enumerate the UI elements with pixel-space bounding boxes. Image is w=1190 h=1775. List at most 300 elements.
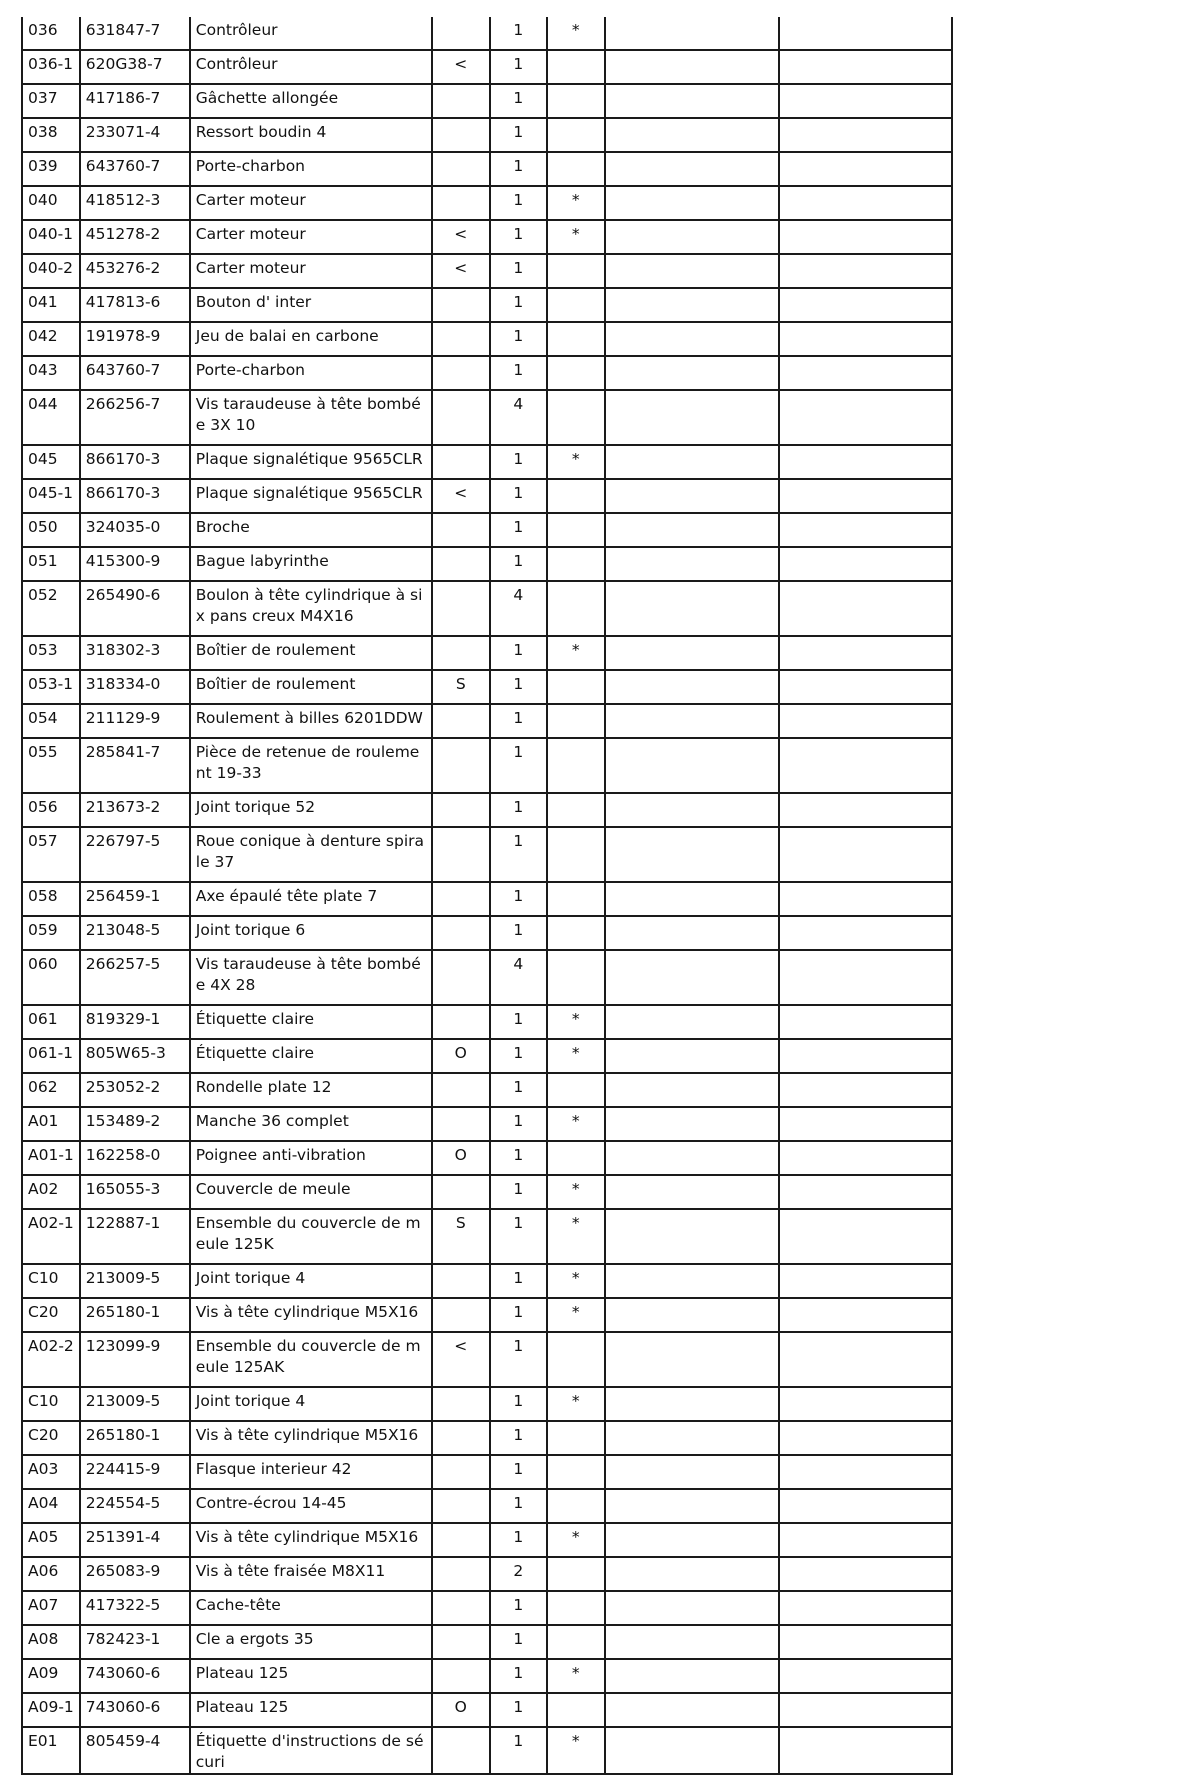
quantity: 1 [490,84,547,118]
empty-cell [605,670,779,704]
change-mark: O [432,1039,490,1073]
part-number: 153489-2 [80,1107,190,1141]
description: Boulon à tête cylindrique à six pans creux M4X16 [190,581,432,636]
note-mark [547,322,605,356]
description: Vis taraudeuse à tête bombée 3X 10 [190,390,432,445]
quantity: 1 [490,1332,547,1387]
empty-cell [605,254,779,288]
item-number: 056 [22,793,80,827]
empty-cell [605,1175,779,1209]
empty-cell [779,17,952,50]
part-number: 265083-9 [80,1557,190,1591]
table-row [22,1175,952,1209]
quantity: 2 [490,1557,547,1591]
note-mark [547,1332,605,1387]
item-number: 044 [22,390,80,445]
table-row [22,1523,952,1557]
empty-cell [779,513,952,547]
description: Roue conique à denture spirale 37 [190,827,432,882]
quantity: 1 [490,1523,547,1557]
part-number: 782423-1 [80,1625,190,1659]
note-mark: * [547,1264,605,1298]
empty-cell [779,1659,952,1693]
description: Roulement à billes 6201DDW [190,704,432,738]
quantity: 4 [490,950,547,1005]
part-number: 743060-6 [80,1659,190,1693]
quantity: 1 [490,1209,547,1264]
note-mark [547,581,605,636]
empty-cell [779,1039,952,1073]
table-row [22,1039,952,1073]
item-number: 052 [22,581,80,636]
note-mark: * [547,1387,605,1421]
description: Carter moteur [190,220,432,254]
description: Vis taraudeuse à tête bombée 4X 28 [190,950,432,1005]
description: Ressort boudin 4 [190,118,432,152]
note-mark: * [547,186,605,220]
table-row [22,220,952,254]
part-number: 620G38-7 [80,50,190,84]
empty-cell [605,1039,779,1073]
table-row [22,1264,952,1298]
item-number: 038 [22,118,80,152]
empty-cell [605,356,779,390]
empty-cell [605,1107,779,1141]
table-row [22,1557,952,1591]
change-mark [432,152,490,186]
quantity: 1 [490,1073,547,1107]
part-number: 213048-5 [80,916,190,950]
description: Vis à tête cylindrique M5X16 [190,1421,432,1455]
part-number: 165055-3 [80,1175,190,1209]
description: Plaque signalétique 9565CLR [190,479,432,513]
description: Axe épaulé tête plate 7 [190,882,432,916]
item-number: C10 [22,1264,80,1298]
description: Gâchette allongée [190,84,432,118]
empty-cell [779,1557,952,1591]
quantity: 1 [490,356,547,390]
empty-cell [605,1332,779,1387]
quantity: 1 [490,479,547,513]
empty-cell [605,1489,779,1523]
empty-cell [779,547,952,581]
description: Joint torique 4 [190,1264,432,1298]
quantity: 1 [490,322,547,356]
empty-cell [605,1693,779,1727]
empty-cell [779,704,952,738]
empty-cell [779,1591,952,1625]
table-row [22,1659,952,1693]
description: Vis à tête cylindrique M5X16 [190,1298,432,1332]
item-number: 040 [22,186,80,220]
empty-cell [779,1421,952,1455]
table-row [22,1298,952,1332]
item-number: 053-1 [22,670,80,704]
quantity: 1 [490,1005,547,1039]
quantity: 4 [490,581,547,636]
quantity: 1 [490,916,547,950]
item-number: 037 [22,84,80,118]
note-mark [547,916,605,950]
change-mark [432,390,490,445]
change-mark [432,1489,490,1523]
quantity: 1 [490,1387,547,1421]
part-number: 285841-7 [80,738,190,793]
change-mark [432,1387,490,1421]
change-mark [432,1557,490,1591]
empty-cell [779,1175,952,1209]
empty-cell [779,1264,952,1298]
note-mark [547,1073,605,1107]
quantity: 1 [490,50,547,84]
empty-cell [605,1455,779,1489]
description: Cache-tête [190,1591,432,1625]
quantity: 1 [490,882,547,916]
part-number: 122887-1 [80,1209,190,1264]
quantity: 1 [490,1298,547,1332]
part-number: 866170-3 [80,479,190,513]
change-mark [432,1005,490,1039]
table-row [22,50,952,84]
part-number: 805W65-3 [80,1039,190,1073]
quantity: 1 [490,1625,547,1659]
empty-cell [605,220,779,254]
quantity: 1 [490,1039,547,1073]
empty-cell [605,950,779,1005]
description: Bague labyrinthe [190,547,432,581]
table-row [22,445,952,479]
item-number: 040-1 [22,220,80,254]
item-number: 041 [22,288,80,322]
empty-cell [779,445,952,479]
change-mark: < [432,1332,490,1387]
part-number: 233071-4 [80,118,190,152]
empty-cell [605,84,779,118]
empty-cell [779,1073,952,1107]
table-row [22,390,952,445]
empty-cell [605,445,779,479]
description: Carter moteur [190,254,432,288]
description: Couvercle de meule [190,1175,432,1209]
table-row [22,1693,952,1727]
note-mark [547,1693,605,1727]
description: Joint torique 4 [190,1387,432,1421]
description: Plaque signalétique 9565CLR [190,445,432,479]
empty-cell [605,1523,779,1557]
quantity: 1 [490,1107,547,1141]
item-number: 036 [22,17,80,50]
description: Manche 36 complet [190,1107,432,1141]
table-row [22,547,952,581]
note-mark [547,288,605,322]
note-mark [547,547,605,581]
part-number: 191978-9 [80,322,190,356]
description: Contre-écrou 14-45 [190,1489,432,1523]
change-mark [432,738,490,793]
item-number: A02 [22,1175,80,1209]
quantity: 1 [490,186,547,220]
quantity: 1 [490,445,547,479]
change-mark: < [432,220,490,254]
item-number: 043 [22,356,80,390]
empty-cell [605,1209,779,1264]
change-mark: S [432,670,490,704]
table-row [22,17,952,50]
note-mark: * [547,1298,605,1332]
description: Ensemble du couvercle de meule 125AK [190,1332,432,1387]
parts-rows [22,17,952,1774]
item-number: A05 [22,1523,80,1557]
empty-cell [779,390,952,445]
note-mark: * [547,1107,605,1141]
quantity: 1 [490,704,547,738]
change-mark: O [432,1141,490,1175]
item-number: 040-2 [22,254,80,288]
empty-cell [779,50,952,84]
note-mark: * [547,1005,605,1039]
item-number: 061-1 [22,1039,80,1073]
empty-cell [779,1209,952,1264]
note-mark: * [547,1659,605,1693]
part-number: 417813-6 [80,288,190,322]
empty-cell [605,186,779,220]
note-mark [547,827,605,882]
quantity: 1 [490,254,547,288]
note-mark [547,670,605,704]
change-mark [432,186,490,220]
item-number: 053 [22,636,80,670]
quantity: 1 [490,1489,547,1523]
table-row [22,1332,952,1387]
note-mark: * [547,17,605,50]
empty-cell [779,1005,952,1039]
part-number: 324035-0 [80,513,190,547]
change-mark [432,322,490,356]
part-number: 453276-2 [80,254,190,288]
note-mark: * [547,1175,605,1209]
description: Bouton d' inter [190,288,432,322]
item-number: A08 [22,1625,80,1659]
empty-cell [605,479,779,513]
part-number: 224554-5 [80,1489,190,1523]
empty-cell [605,547,779,581]
parts-table [21,17,953,1775]
note-mark [547,738,605,793]
quantity: 1 [490,670,547,704]
table-row [22,479,952,513]
part-number: 213009-5 [80,1264,190,1298]
description: Cle a ergots 35 [190,1625,432,1659]
empty-cell [779,916,952,950]
change-mark [432,1421,490,1455]
change-mark [432,547,490,581]
quantity: 1 [490,793,547,827]
change-mark [432,118,490,152]
empty-cell [779,670,952,704]
table-row [22,1455,952,1489]
item-number: E01 [22,1727,80,1774]
empty-cell [605,1005,779,1039]
empty-cell [605,1421,779,1455]
quantity: 1 [490,1659,547,1693]
change-mark: O [432,1693,490,1727]
table-row [22,1591,952,1625]
empty-cell [779,1107,952,1141]
item-number: 057 [22,827,80,882]
description: Contrôleur [190,17,432,50]
part-number: 631847-7 [80,17,190,50]
item-number: C20 [22,1421,80,1455]
item-number: 058 [22,882,80,916]
description: Étiquette d'instructions de sécuri [190,1727,432,1774]
change-mark [432,950,490,1005]
part-number: 819329-1 [80,1005,190,1039]
change-mark [432,636,490,670]
part-number: 743060-6 [80,1693,190,1727]
item-number: A02-2 [22,1332,80,1387]
note-mark [547,254,605,288]
table-row [22,1625,952,1659]
empty-cell [779,1332,952,1387]
table-row [22,882,952,916]
part-number: 213673-2 [80,793,190,827]
empty-cell [605,1557,779,1591]
quantity: 1 [490,1455,547,1489]
empty-cell [779,827,952,882]
empty-cell [605,581,779,636]
item-number: 062 [22,1073,80,1107]
empty-cell [605,636,779,670]
change-mark [432,1523,490,1557]
change-mark [432,1107,490,1141]
table-row [22,1489,952,1523]
item-number: 059 [22,916,80,950]
part-number: 213009-5 [80,1387,190,1421]
item-number: 050 [22,513,80,547]
item-number: A03 [22,1455,80,1489]
description: Vis à tête cylindrique M5X16 [190,1523,432,1557]
table-row [22,916,952,950]
empty-cell [779,254,952,288]
item-number: C10 [22,1387,80,1421]
description: Boîtier de roulement [190,636,432,670]
part-number: 318302-3 [80,636,190,670]
table-row [22,356,952,390]
empty-cell [779,152,952,186]
empty-cell [605,738,779,793]
change-mark [432,288,490,322]
table-row [22,1005,952,1039]
empty-cell [779,1625,952,1659]
item-number: A02-1 [22,1209,80,1264]
item-number: 045-1 [22,479,80,513]
note-mark [547,1489,605,1523]
table-row [22,513,952,547]
note-mark [547,1421,605,1455]
note-mark [547,479,605,513]
quantity: 1 [490,1693,547,1727]
part-number: 265490-6 [80,581,190,636]
change-mark [432,445,490,479]
table-row [22,636,952,670]
table-row [22,704,952,738]
empty-cell [605,17,779,50]
note-mark [547,793,605,827]
empty-cell [605,704,779,738]
empty-cell [605,1141,779,1175]
table-row [22,186,952,220]
description: Porte-charbon [190,152,432,186]
item-number: 045 [22,445,80,479]
change-mark [432,1298,490,1332]
empty-cell [605,322,779,356]
item-number: 039 [22,152,80,186]
description: Ensemble du couvercle de meule 125K [190,1209,432,1264]
item-number: 061 [22,1005,80,1039]
change-mark [432,882,490,916]
table-row [22,1209,952,1264]
description: Poignee anti-vibration [190,1141,432,1175]
table-row [22,738,952,793]
empty-cell [605,1387,779,1421]
part-number: 643760-7 [80,356,190,390]
table-row [22,1727,952,1774]
description: Pièce de retenue de roulement 19-33 [190,738,432,793]
empty-cell [605,1727,779,1774]
part-number: 265180-1 [80,1298,190,1332]
empty-cell [605,513,779,547]
part-number: 226797-5 [80,827,190,882]
description: Flasque interieur 42 [190,1455,432,1489]
item-number: 054 [22,704,80,738]
part-number: 805459-4 [80,1727,190,1774]
empty-cell [779,356,952,390]
quantity: 1 [490,118,547,152]
table-row [22,1421,952,1455]
item-number: 055 [22,738,80,793]
empty-cell [605,1625,779,1659]
table-row [22,1073,952,1107]
note-mark [547,1455,605,1489]
part-number: 256459-1 [80,882,190,916]
part-number: 251391-4 [80,1523,190,1557]
quantity: 1 [490,547,547,581]
quantity: 1 [490,1264,547,1298]
empty-cell [605,50,779,84]
table-row [22,1141,952,1175]
empty-cell [605,1659,779,1693]
empty-cell [779,636,952,670]
empty-cell [605,1591,779,1625]
empty-cell [779,1727,952,1774]
table-row [22,581,952,636]
note-mark [547,513,605,547]
change-mark [432,1659,490,1693]
empty-cell [779,1523,952,1557]
note-mark [547,1141,605,1175]
quantity: 1 [490,513,547,547]
item-number: 036-1 [22,50,80,84]
description: Boîtier de roulement [190,670,432,704]
part-number: 211129-9 [80,704,190,738]
quantity: 1 [490,1175,547,1209]
empty-cell [779,1455,952,1489]
quantity: 4 [490,390,547,445]
quantity: 1 [490,1421,547,1455]
change-mark: < [432,254,490,288]
note-mark: * [547,1039,605,1073]
empty-cell [779,186,952,220]
